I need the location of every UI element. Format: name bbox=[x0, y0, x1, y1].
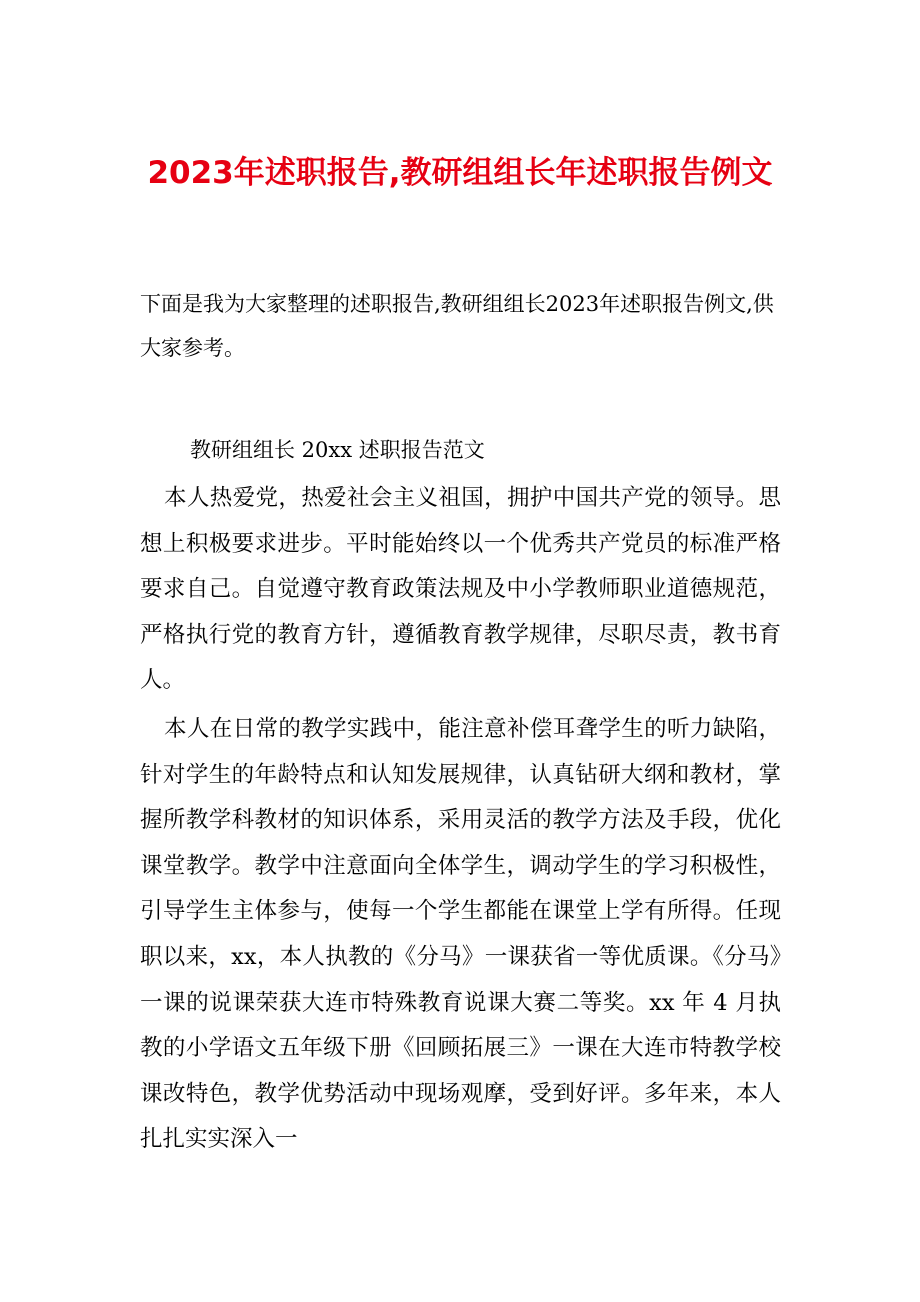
body-paragraph-2: 本人在日常的教学实践中，能注意补偿耳聋学生的听力缺陷，针对学生的年龄特点和认知发展规律，认真钻研大纲和教材，掌握所教学科教材的知识体系，采用灵活的教学方法及手段，优化课堂教学。教学中注意面向全体学生，调动学生的学习积极性，引导学生主体参与，使每一个学生都能在课堂上学有所得。任现职以来，xx，本人执教的《分马》一课获省一等优质课。《分马》一课的说课荣获大连市特殊教育说课大赛二等奖。xx 年 4 月执教的小学语文五年级下册《回顾拓展三》一课在大连市特教学校课改特色，教学优势活动中现场观摩，受到好评。多年来，本人扎扎实实深入一 bbox=[140, 715, 781, 1153]
section-subheading: 教研组组长 20xx 述职报告范文 bbox=[190, 438, 485, 462]
intro-paragraph: 下面是我为大家整理的述职报告,教研组组长2023年述职报告例文,供大家参考。 bbox=[140, 292, 774, 360]
document-body bbox=[140, 476, 781, 1163]
body-paragraph-1: 本人热爱党，热爱社会主义祖国，拥护中国共产党的领导。思想上积极要求进步。平时能始终以一个优秀共产党员的标准严格要求自己。自觉遵守教育政策法规及中小学教师职业道德规范，严格执行党的教育方针，遵循教育教学规律，尽职尽责，教书育人。 bbox=[140, 485, 781, 694]
document-title: 2023年述职报告,教研组组长年述职报告例文 bbox=[147, 155, 773, 191]
